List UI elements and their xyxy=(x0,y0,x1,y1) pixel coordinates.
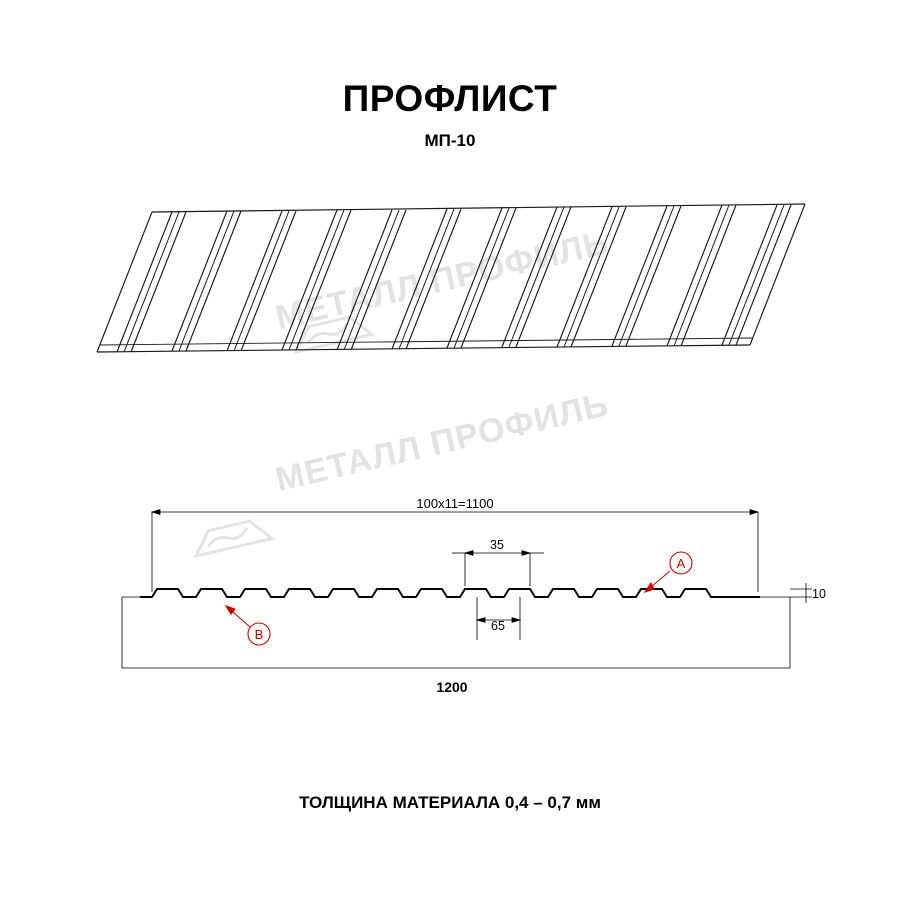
product-code: МП-10 xyxy=(424,131,476,150)
dim-height: 10 xyxy=(812,587,826,601)
page-title: ПРОФЛИСТ xyxy=(342,78,558,119)
dim-rib-bottom: 65 xyxy=(491,619,505,633)
watermark-top: МЕТАЛЛ ПРОФИЛЬ xyxy=(272,223,613,338)
callout-label-a: A xyxy=(676,556,686,571)
dim-overall-width: 1200 xyxy=(436,679,468,695)
watermark-bottom: МЕТАЛЛ ПРОФИЛЬ xyxy=(272,385,613,500)
dim-rib-top: 35 xyxy=(490,538,504,552)
dim-pitch-total: 100x11=1100 xyxy=(416,496,494,511)
material-thickness-note: ТОЛЩИНА МАТЕРИАЛА 0,4 – 0,7 мм xyxy=(299,793,601,812)
callout-label-b: B xyxy=(254,627,264,642)
